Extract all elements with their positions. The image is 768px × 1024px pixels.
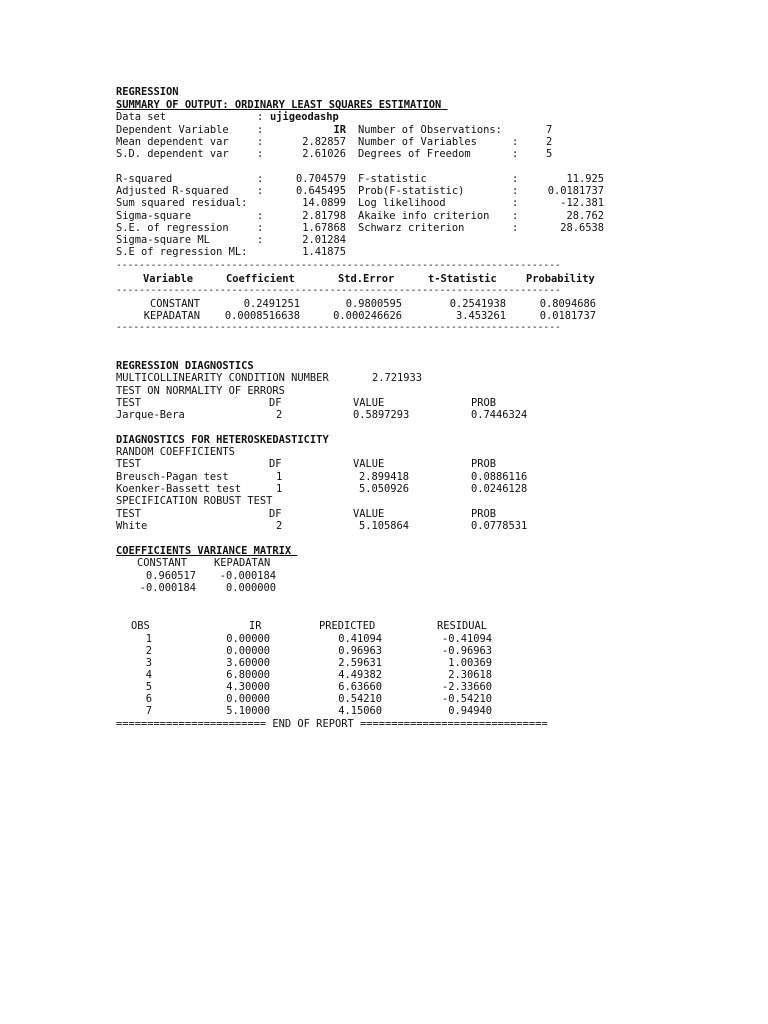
obs-cell: 2.59631 (338, 657, 382, 669)
coef-cell: KEPADATAN (143, 310, 200, 322)
kb-value: 5.050926 (359, 483, 410, 495)
colon: : (512, 136, 519, 148)
fstat-value: 11.925 (566, 173, 604, 185)
kb-df: 1 (276, 483, 283, 495)
obs-cell: 0.94940 (448, 705, 492, 717)
divider: ----------------------------------------------------------------------------- (116, 322, 561, 333)
obs-cell: 0.00000 (226, 645, 270, 657)
obs-cell: 6 (145, 693, 152, 705)
obs-cell: -0.41094 (441, 633, 492, 645)
obs-cell: -2.33660 (441, 681, 492, 693)
colon: : (512, 185, 519, 197)
multicol-label: MULTICOLLINEARITY CONDITION NUMBER (116, 372, 329, 384)
obs-header-predicted: PREDICTED (319, 620, 376, 632)
nvars-label: Number of Variables (358, 136, 477, 148)
obs-cell: 1 (145, 633, 152, 645)
obs-cell: 0.96963 (338, 645, 382, 657)
obs-cell: 0.00000 (226, 633, 270, 645)
obs-cell: 5.10000 (226, 705, 270, 717)
col-value: VALUE (353, 458, 385, 470)
se-value: 1.67868 (302, 222, 346, 234)
sd-dep-label: S.D. dependent var (116, 148, 229, 160)
obs-cell: 5 (145, 681, 152, 693)
seml-label: S.E of regression ML: (116, 246, 248, 258)
dataset-label: Data set (116, 111, 167, 123)
divider: ----------------------------------------------------------------------------- (116, 260, 561, 271)
dep-var-value: IR (333, 124, 346, 136)
aic-value: 28.762 (566, 210, 604, 222)
obs-cell: 6.63660 (338, 681, 382, 693)
probf-value: 0.0181737 (547, 185, 604, 197)
white-prob: 0.0778531 (471, 520, 528, 532)
adjrsq-label: Adjusted R-squared (116, 185, 229, 197)
end-of-report: ======================== END OF REPORT ============================== (116, 718, 548, 730)
obs-cell: 7 (145, 705, 152, 717)
obs-header-residual: RESIDUAL (437, 620, 488, 632)
dep-var-label: Dependent Variable (116, 124, 229, 136)
obs-cell: 4 (145, 669, 152, 681)
nvars-value: 2 (546, 136, 553, 148)
mean-dep-value: 2.82857 (302, 136, 346, 148)
jb-prob: 0.7446324 (471, 409, 528, 421)
divider: ----------------------------------------------------------------------------- (116, 285, 561, 296)
sigml-value: 2.01284 (302, 234, 346, 246)
random-label: RANDOM COEFFICIENTS (116, 446, 235, 458)
sigsq-label: Sigma-square (116, 210, 192, 222)
colon: : (512, 197, 519, 209)
col-value: VALUE (353, 508, 385, 520)
schwarz-label: Schwarz criterion (358, 222, 465, 234)
covmat-cell: -0.000184 (219, 570, 276, 582)
obs-cell: 3.60000 (226, 657, 270, 669)
fstat-label: F-statistic (358, 173, 427, 185)
white-value: 5.105864 (359, 520, 410, 532)
jb-value: 0.5897293 (353, 409, 410, 421)
colon: : (257, 173, 264, 185)
col-test: TEST (116, 397, 142, 409)
dataset-value: ujigeodashp (270, 111, 339, 123)
colon: : (257, 222, 264, 234)
white-df: 2 (276, 520, 283, 532)
obs-cell: 4.49382 (338, 669, 382, 681)
covmat-cell: 0.960517 (145, 570, 196, 582)
jb-test: Jarque-Bera (116, 409, 185, 421)
col-test: TEST (116, 458, 142, 470)
colon: : (512, 210, 519, 222)
mean-dep-label: Mean dependent var (116, 136, 229, 148)
bp-df: 1 (276, 471, 283, 483)
sigsq-value: 2.81798 (302, 210, 346, 222)
coef-header-stderror: Std.Error (338, 273, 395, 285)
bp-test: Breusch-Pagan test (116, 471, 229, 483)
white-test: White (116, 520, 148, 532)
report-subtitle: SUMMARY OF OUTPUT: ORDINARY LEAST SQUARES ESTIMATION (116, 99, 448, 111)
colon: : (257, 148, 264, 160)
colon: : (257, 210, 264, 222)
coef-cell: 0.2541938 (449, 298, 506, 310)
colon: : (257, 136, 264, 148)
spec-label: SPECIFICATION ROBUST TEST (116, 495, 273, 507)
obs-cell: 6.80000 (226, 669, 270, 681)
obs-cell: 3 (145, 657, 152, 669)
col-prob: PROB (471, 397, 497, 409)
normality-label: TEST ON NORMALITY OF ERRORS (116, 385, 285, 397)
report-title: REGRESSION (116, 86, 179, 98)
diag-title: REGRESSION DIAGNOSTICS (116, 360, 254, 372)
colon: : (512, 222, 519, 234)
rsq-value: 0.704579 (295, 173, 346, 185)
dof-label: Degrees of Freedom (358, 148, 471, 160)
colon: : (512, 148, 519, 160)
coef-cell: 0.8094686 (539, 298, 596, 310)
coef-cell: 3.453261 (455, 310, 506, 322)
colon: : (257, 234, 264, 246)
col-prob: PROB (471, 508, 497, 520)
col-value: VALUE (353, 397, 385, 409)
covmat-title: COEFFICIENTS VARIANCE MATRIX (116, 545, 298, 557)
obs-cell: 2.30618 (448, 669, 492, 681)
colon: : (257, 111, 264, 123)
jb-df: 2 (276, 409, 283, 421)
colon: : (257, 185, 264, 197)
covmat-header: CONSTANT (137, 557, 188, 569)
ssr-value: 14.0899 (302, 197, 346, 209)
obs-cell: -0.96963 (441, 645, 492, 657)
col-df: DF (269, 458, 282, 470)
colon: : (512, 173, 519, 185)
obs-cell: 4.30000 (226, 681, 270, 693)
obs-cell: -0.54210 (441, 693, 492, 705)
covmat-cell: 0.000000 (225, 582, 276, 594)
coef-cell: CONSTANT (149, 298, 200, 310)
kb-test: Koenker-Bassett test (116, 483, 242, 495)
col-df: DF (269, 508, 282, 520)
nobs-value: 7 (546, 124, 553, 136)
nobs-label: Number of Observations: (358, 124, 502, 136)
coef-cell: 0.0181737 (539, 310, 596, 322)
coef-cell: 0.0008516638 (224, 310, 300, 322)
sd-dep-value: 2.61026 (302, 148, 346, 160)
bp-value: 2.899418 (359, 471, 410, 483)
obs-cell: 0.41094 (338, 633, 382, 645)
bp-prob: 0.0886116 (471, 471, 528, 483)
hetero-title: DIAGNOSTICS FOR HETEROSKEDASTICITY (116, 434, 329, 446)
col-prob: PROB (471, 458, 497, 470)
obs-header-obs: OBS (131, 620, 150, 632)
coef-cell: 0.9800595 (345, 298, 402, 310)
aic-label: Akaike info criterion (358, 210, 490, 222)
covmat-header: KEPADATAN (214, 557, 271, 569)
obs-cell: 0.00000 (226, 693, 270, 705)
rsq-label: R-squared (116, 173, 173, 185)
obs-cell: 4.15060 (338, 705, 382, 717)
loglik-label: Log likelihood (358, 197, 446, 209)
coef-header-coefficient: Coefficient (226, 273, 295, 285)
covmat-cell: -0.000184 (139, 582, 196, 594)
obs-cell: 2 (145, 645, 152, 657)
schwarz-value: 28.6538 (560, 222, 604, 234)
se-label: S.E. of regression (116, 222, 229, 234)
dof-value: 5 (546, 148, 553, 160)
coef-header-probability: Probability (526, 273, 595, 285)
col-test: TEST (116, 508, 142, 520)
probf-label: Prob(F-statistic) (358, 185, 465, 197)
colon: : (257, 124, 264, 136)
kb-prob: 0.0246128 (471, 483, 528, 495)
coef-header-variable: Variable (143, 273, 194, 285)
sigml-label: Sigma-square ML (116, 234, 210, 246)
obs-cell: 1.00369 (448, 657, 492, 669)
ssr-label: Sum squared residual: (116, 197, 248, 209)
obs-header-ir: IR (249, 620, 262, 632)
obs-cell: 0.54210 (338, 693, 382, 705)
coef-cell: 0.000246626 (333, 310, 402, 322)
coef-cell: 0.2491251 (243, 298, 300, 310)
coef-header-tstat: t-Statistic (428, 273, 497, 285)
col-df: DF (269, 397, 282, 409)
loglik-value: -12.381 (560, 197, 604, 209)
adjrsq-value: 0.645495 (295, 185, 346, 197)
multicol-value: 2.721933 (372, 372, 423, 384)
seml-value: 1.41875 (302, 246, 346, 258)
